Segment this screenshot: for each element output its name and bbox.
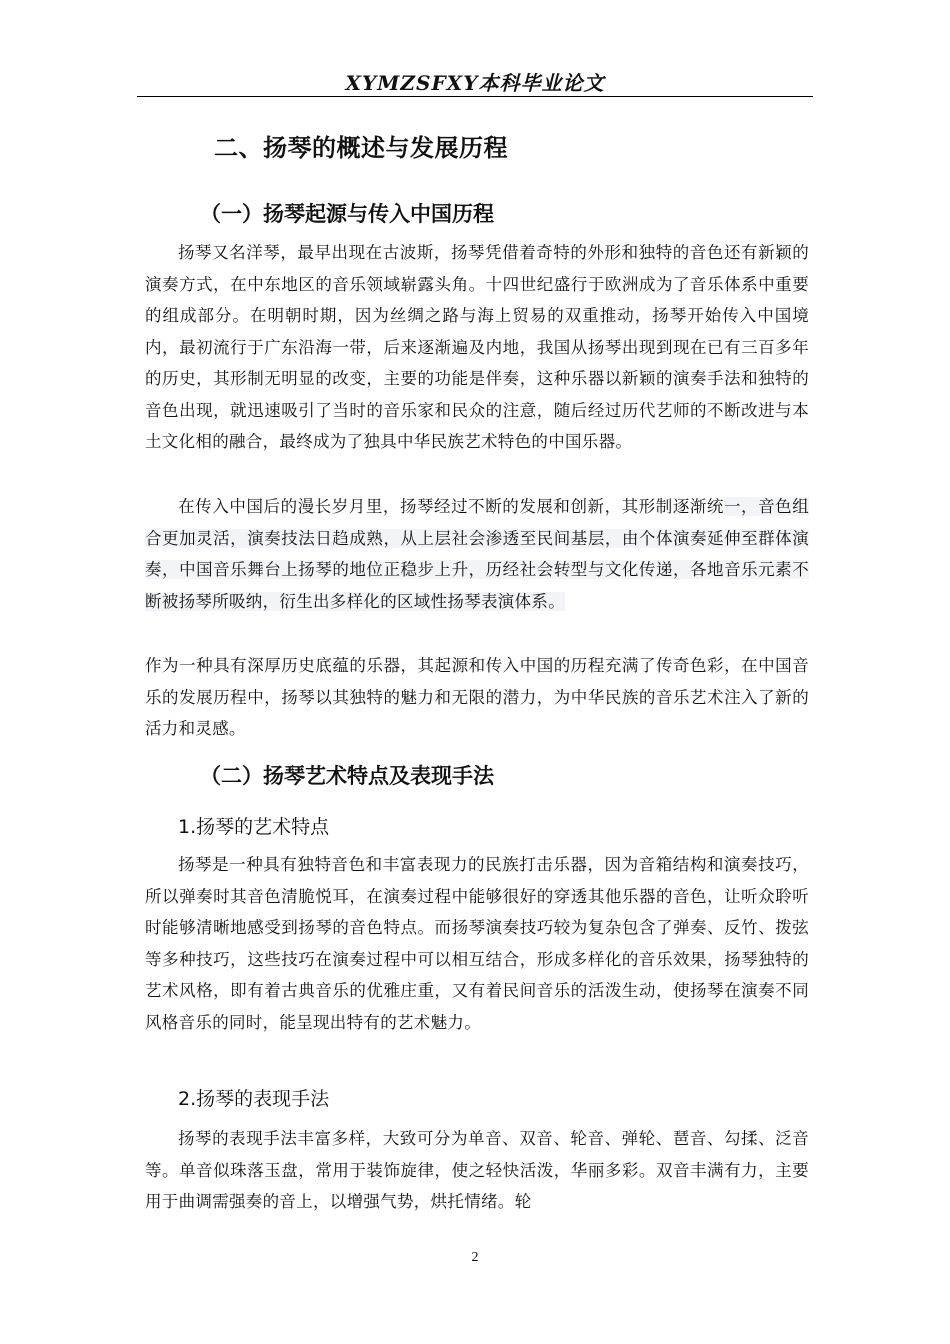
- header-divider: [137, 96, 813, 97]
- subsection-title-features: （二）扬琴艺术特点及表现手法: [200, 764, 494, 788]
- paragraph-origin-3: 作为一种具有深厚历史底蕴的乐器，其起源和传入中国的历程充满了传奇色彩，在中国音乐的发展历程中，扬琴以其独特的魅力和无限的潜力，为中华民族的音乐艺术注入了新的活力和灵感。: [145, 656, 809, 738]
- item-title-techniques: 2.扬琴的表现手法: [178, 1088, 330, 1110]
- item-title-artistic-features: 1.扬琴的艺术特点: [178, 816, 330, 838]
- section-title: 二、扬琴的概述与发展历程: [214, 134, 508, 162]
- running-header: XYMZSFXY本科毕业论文: [345, 71, 605, 95]
- subsection-title-origin: （一）扬琴起源与传入中国历程: [200, 202, 494, 226]
- paragraph-origin-1: 扬琴又名洋琴，最早出现在古波斯，扬琴凭借着奇特的外形和独特的音色还有新颖的演奏方式，在中东地区的音乐领域崭露头角。十四世纪盛行于欧洲成为了音乐体系中重要的组成部分。在明朝时期，因为丝绸之路与海上贸易的双重推动，扬琴开始传入中国境内，最初流行于广东沿海一带，后来逐渐遍及内地，我国从扬琴出现到现在已有三百多年的历史，其形制无明显的改变，主要的功能是伴奏，这种乐器以新颖的演奏手法和独特的音色出现，就迅速吸引了当时的音乐家和民众的注意，随后经过历代艺师的不断改进与本土文化相的融合，最终成为了独具中华民族艺术特色的中国乐器。: [145, 243, 809, 451]
- paragraph-origin-2-lead: 在传入中国后的漫长岁月里，扬琴经过不断的发展和创新，其形制逐渐统: [178, 497, 724, 516]
- paragraph-artistic-features: 扬琴是一种具有独特音色和丰富表现力的民族打击乐器，因为音箱结构和演奏技巧，所以弹奏时其音色清脆悦耳，在演奏过程中能够很好的穿透其他乐器的音色，让听众聆听时能够清晰地感受到扬琴的音色特点。而扬琴演奏技巧较为复杂包含了弹奏、反竹、拨弦等多种技巧，这些技巧在演奏过程中可以相互结合，形成多样化的音乐效果，扬琴独特的艺术风格，即有着古典音乐的优雅庄重，又有着民间音乐的活泼生动，使扬琴在演奏不同风格音乐的同时，能呈现出特有的艺术魅力。: [145, 855, 809, 1032]
- paragraph-origin-2-highlight: 一，音色组合更加灵活，演奏技法日趋成熟，从上层社会渗透至民间基层，由个体演奏延伸至群体演奏，中国音乐舞台上扬琴的地位正稳步上升，历经社会转型与文化传递，各地音乐元素不断被扬琴所吸纳，衍生出多样化的区域性扬琴表演体系。: [145, 497, 809, 611]
- page-number: 2: [471, 1250, 479, 1265]
- paragraph-origin-2: [145, 491, 809, 617]
- paragraph-techniques: 扬琴的表现手法丰富多样，大致可分为单音、双音、轮音、弹轮、琶音、勾揉、泛音等。单音似珠落玉盘，常用于装饰旋律，使之轻快活泼，华丽多彩。双音丰满有力，主要用于曲调需强奏的音上，以增强气势，烘托情绪。轮: [145, 1129, 809, 1211]
